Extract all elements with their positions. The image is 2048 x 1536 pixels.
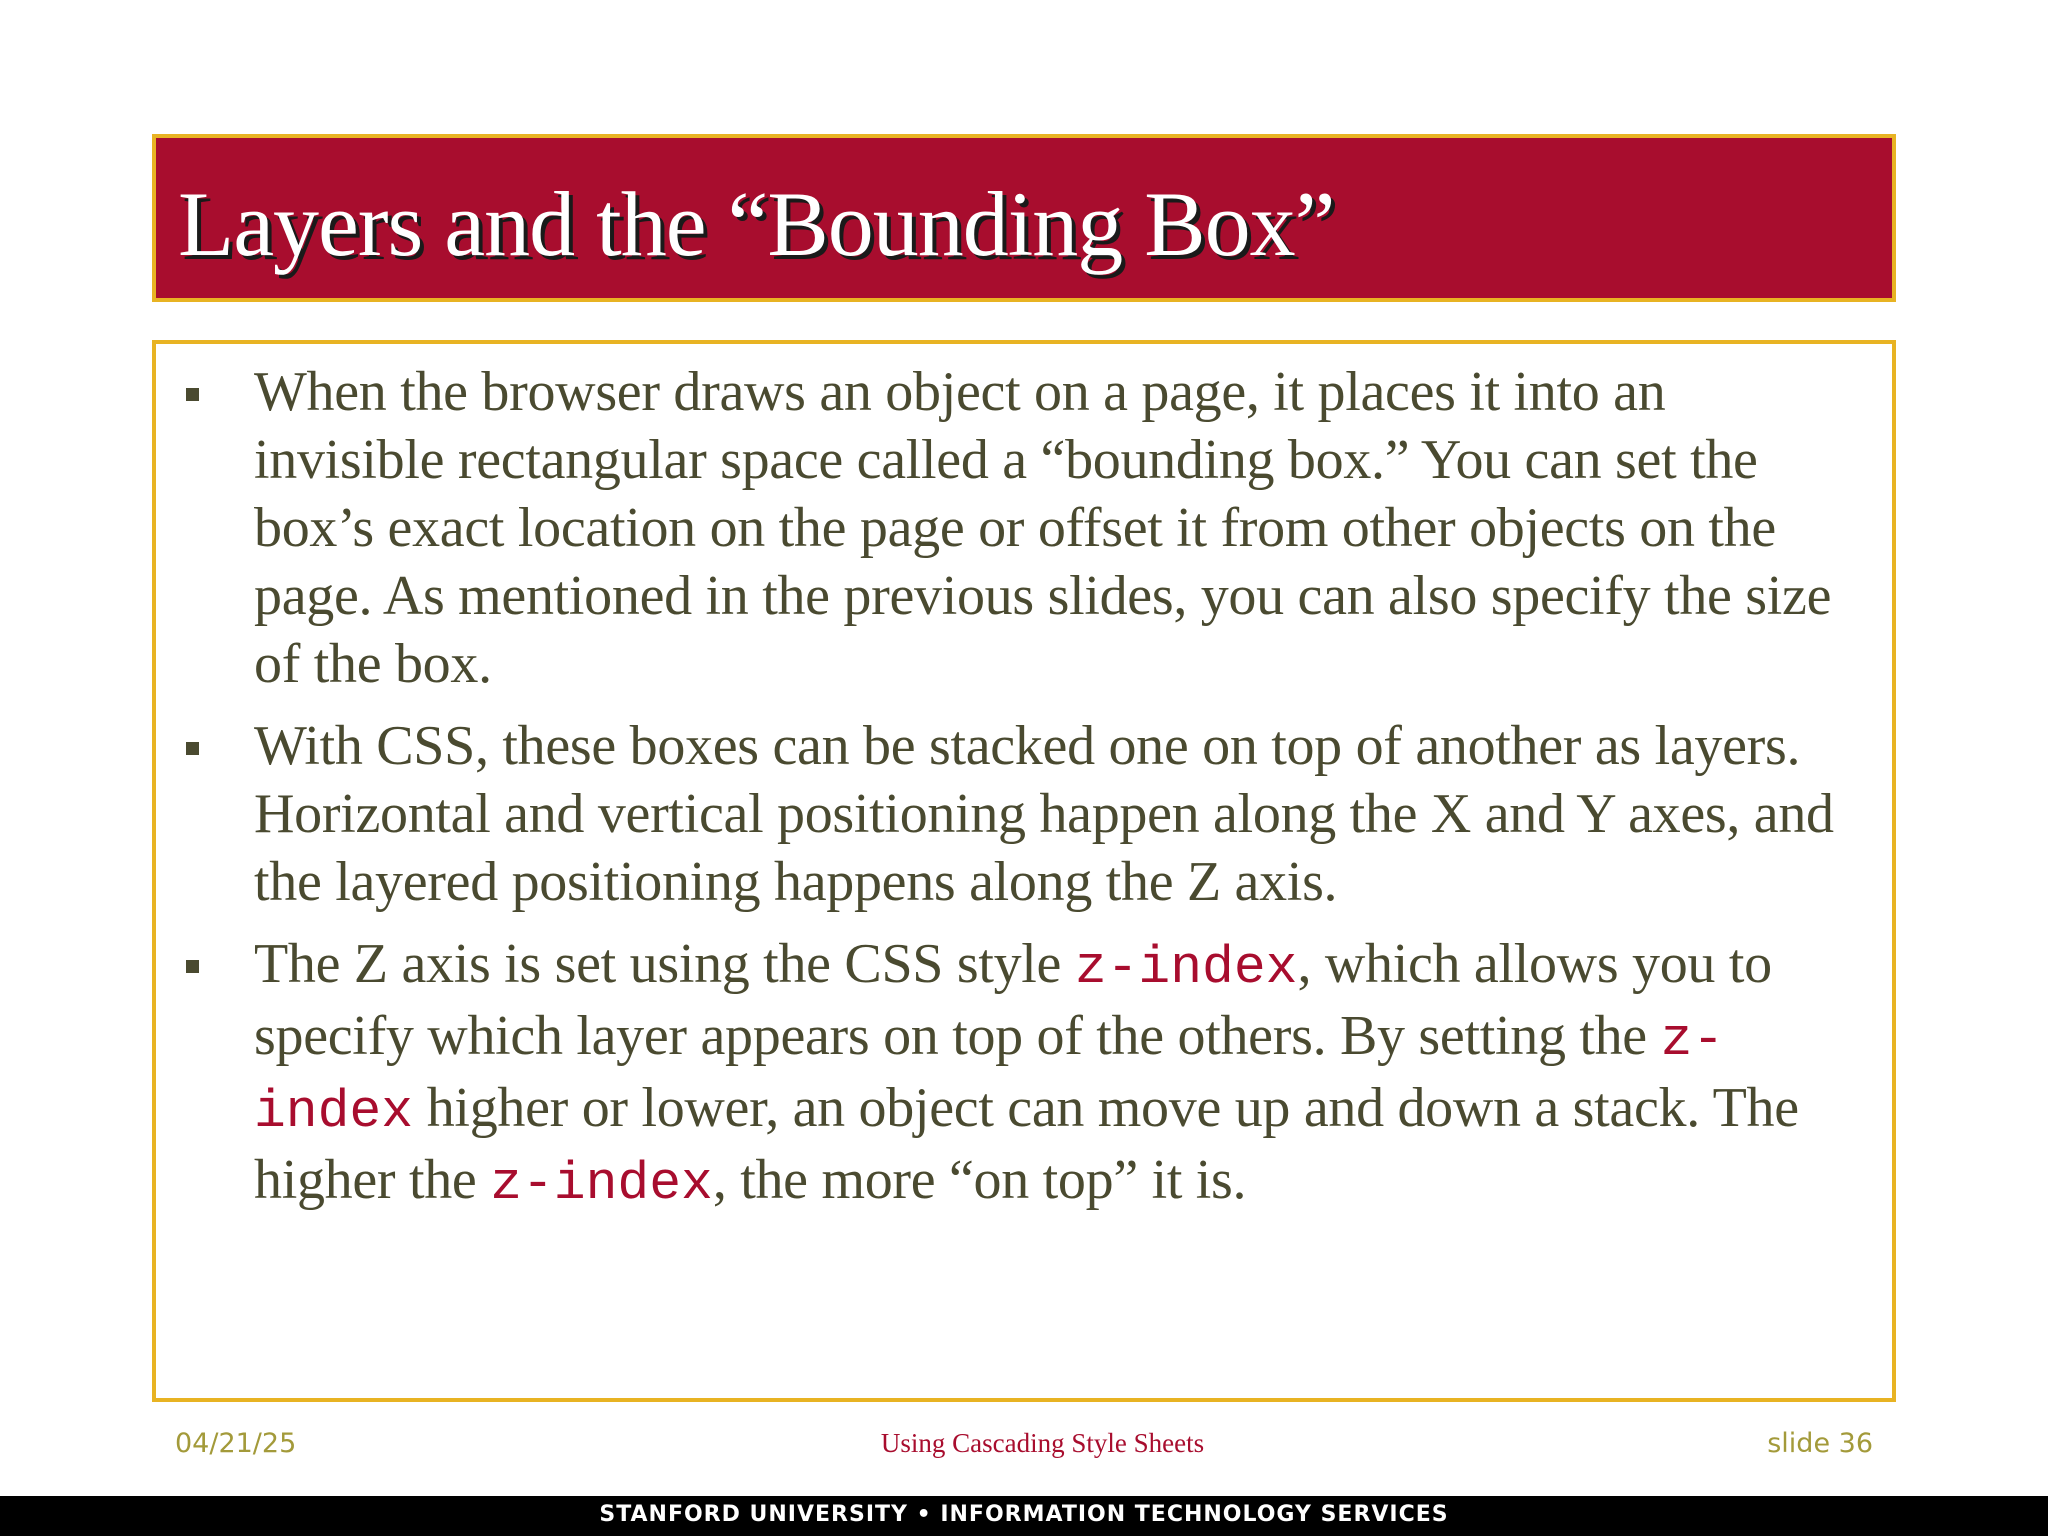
title-bar [152,134,1896,302]
code-snippet: z-index [490,1154,713,1214]
bullet-text [254,715,1834,913]
bullet-segment: The Z axis is set using the CSS style [254,933,1075,995]
content-box [152,340,1896,1402]
bullet-list [156,358,1892,1232]
bullet-item-3 [156,930,1892,1218]
bullet-segment: higher or lower, an object can move up and down a stack. The higher the [254,1077,1799,1211]
bullet-segment: When the browser draws an object on a page, it places it into an invisible rectangular space called a “bounding box.” You can set the box’s exact location on the page or offset it from other objects on the page. As mentioned in the previous slides, you can also specify the size of the box. [254,361,1832,695]
code-snippet: z-index [1074,938,1298,998]
square-bullet-icon [186,742,199,755]
footer-presentation-title: Using Cascading Style Sheets [880,1428,1205,1458]
bullet-item-1 [156,358,1892,698]
footer-slide-number: slide 36 [1767,1428,1873,1459]
footer-date: 04/21/25 [175,1428,297,1459]
bottom-banner [0,1496,2048,1536]
square-bullet-icon [186,960,199,973]
banner-text: STANFORD UNIVERSITY • INFORMATION TECHNOLOGY SERVICES [599,1502,1449,1527]
bullet-text [254,933,1799,1214]
bullet-segment: , the more “on top” it is. [712,1149,1247,1211]
bullet-item-2 [156,712,1892,916]
slide-title: Layers and the “Bounding Box” [178,173,1335,275]
bullet-segment: With CSS, these boxes can be stacked one on top of another as layers. Horizontal and vertical positioning happen along the X and Y axes, and the layered positioning happens along the Z axis. [254,715,1834,913]
code-snippet: z-index [254,1010,1725,1142]
bullet-segment: , which allows you to specify which layer appears on top of the others. By setting the [254,933,1772,1067]
square-bullet-icon [186,388,199,401]
bullet-text [254,361,1831,695]
